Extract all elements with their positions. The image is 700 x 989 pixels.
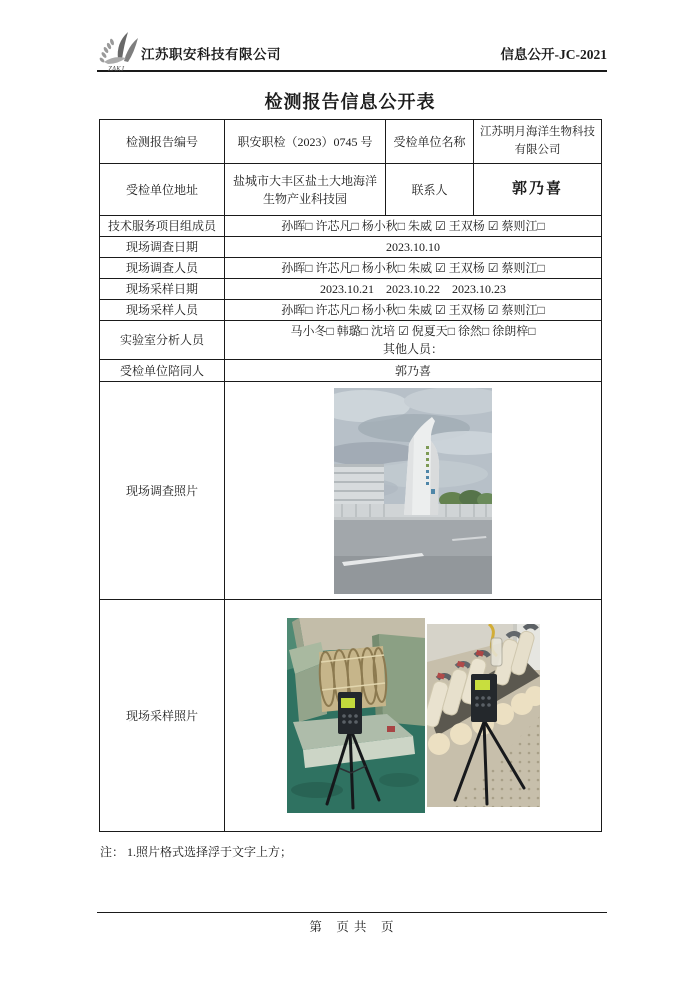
report-number-value: 职安职检（2023）0745 号 <box>225 120 386 164</box>
table-row <box>100 120 602 164</box>
page-title: 检测报告信息公开表 <box>264 92 436 112</box>
row-label: 现场调查人员 <box>100 258 225 279</box>
disclosure-form-table <box>99 119 602 832</box>
unit-address-value: 盐城市大丰区盐土大地海洋生物产业科技园 <box>225 164 386 216</box>
table-row <box>100 382 602 600</box>
table-row <box>100 216 602 237</box>
company-name: 江苏职安科技有限公司 <box>141 47 281 62</box>
companion-value: 郭乃喜 <box>225 360 602 382</box>
survey-site-photo <box>334 388 492 594</box>
team-members-checkboxes: 孙晖□ 许芯凡□ 杨小秋□ 朱威 ☑ 王双杨 ☑ 蔡则江□ <box>225 216 602 237</box>
company-logo-icon <box>97 29 141 73</box>
sampling-photo-right <box>427 624 540 807</box>
table-row <box>100 300 602 321</box>
other-personnel-label: 其他人员： <box>382 342 443 356</box>
inspected-unit-name-label: 受检单位名称 <box>386 120 474 164</box>
table-row <box>100 164 602 216</box>
table-row <box>100 600 602 832</box>
inspected-unit-name-value: 江苏明月海洋生物科技有限公司 <box>474 120 602 164</box>
logo-text: ZAKJ <box>108 65 124 73</box>
contact-person-value: 郭乃喜 <box>474 164 602 216</box>
unit-address-label: 受检单位地址 <box>100 164 225 216</box>
sampling-photo-label: 现场采样照片 <box>100 600 225 832</box>
table-row <box>100 279 602 300</box>
page-number-text: 第 页 共 页 <box>309 920 395 934</box>
sampling-photo-cell <box>225 600 602 832</box>
lab-analysts-checkboxes: 马小冬□ 韩璐□ 沈培 ☑ 倪夏天□ 徐然□ 徐朗梓□ <box>290 324 536 338</box>
table-row <box>100 321 602 360</box>
sampling-photo-left <box>287 618 425 813</box>
footnote: 注： 1.照片格式选择浮于文字上方； <box>100 845 293 859</box>
row-label: 现场调查日期 <box>100 237 225 258</box>
page-footer <box>97 912 607 935</box>
table-row <box>100 258 602 279</box>
companion-label: 受检单位陪同人 <box>100 360 225 382</box>
survey-personnel-checkboxes: 孙晖□ 许芯凡□ 杨小秋□ 朱威 ☑ 王双杨 ☑ 蔡则江□ <box>225 258 602 279</box>
survey-photo-label: 现场调查照片 <box>100 382 225 600</box>
row-label: 现场采样日期 <box>100 279 225 300</box>
sampling-dates-value: 2023.10.21 2023.10.22 2023.10.23 <box>225 279 602 300</box>
lab-analysts-label: 实验室分析人员 <box>100 321 225 360</box>
page-header <box>97 24 607 72</box>
report-number-label: 检测报告编号 <box>100 120 225 164</box>
sampling-personnel-checkboxes: 孙晖□ 许芯凡□ 杨小秋□ 朱威 ☑ 王双杨 ☑ 蔡则江□ <box>225 300 602 321</box>
document-code: 信息公开-JC-2021 <box>500 47 607 62</box>
survey-date-value: 2023.10.10 <box>225 237 602 258</box>
survey-photo-cell <box>225 382 602 600</box>
row-label: 技术服务项目组成员 <box>100 216 225 237</box>
header-brand <box>97 29 281 73</box>
contact-person-label: 联系人 <box>386 164 474 216</box>
table-row <box>100 237 602 258</box>
table-row <box>100 360 602 382</box>
row-label: 现场采样人员 <box>100 300 225 321</box>
lab-analysts-value <box>225 321 602 360</box>
